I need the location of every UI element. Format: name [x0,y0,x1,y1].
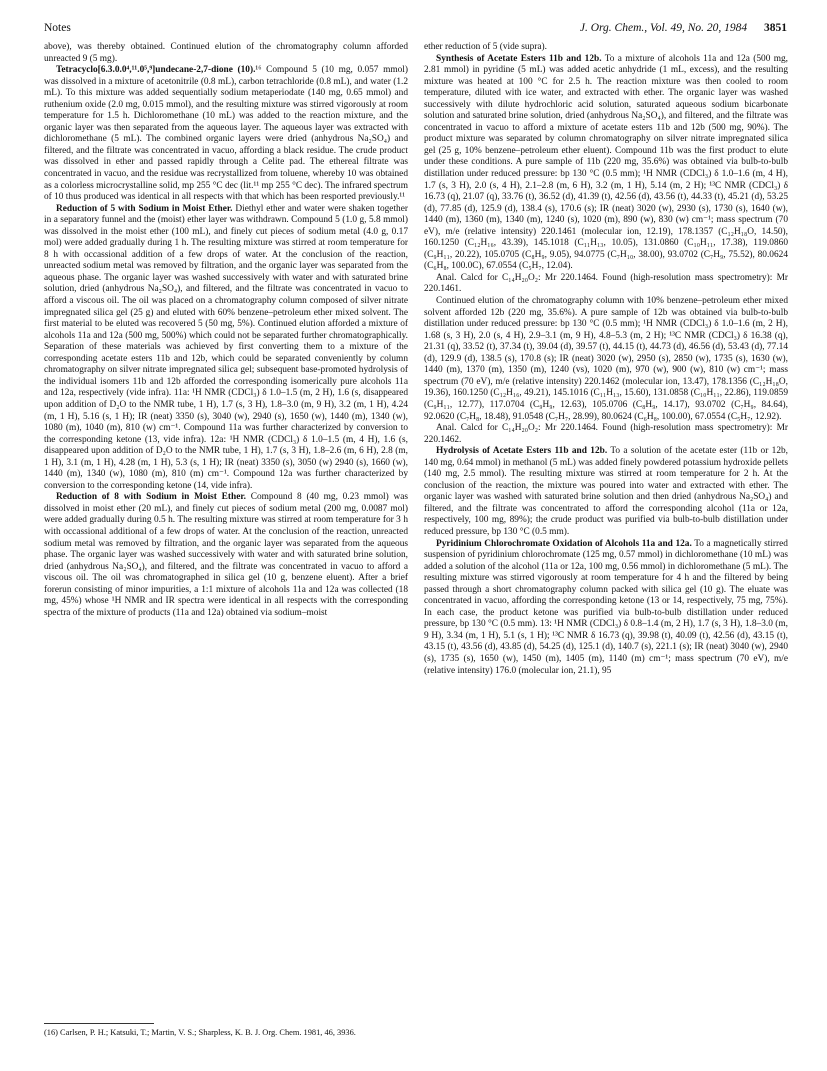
page-number: 3851 [764,22,787,34]
paragraph-text: Continued elution of the chromatography column with 10% benzene–petroleum ether mixed solvent afforded 12b (220 mg, 35.6%). A pure sample of 12b was obtained via bulb-to-bulb distillation under reduced pressure: bp 130 °C (0.5 mm); ¹H NMR (CDCl₃) δ 1.0–1.6 (m, 2 H), 1.68 (s, 3 H), 2.0 (s, 4 H), 2.9–3.1 (m, 9 H), 4.8–5.3 (m, 2 H); ¹³C NMR (CDCl₃) δ 16.38 (q), 21.31 (q), 33.52 (t), 37.34 (t), 39.04 (d), 39.57 (t), 44.15 (t), 44.73 (d), 46.56 (d), 53.43 (d), 77.14 (d), 129.9 (d), 138.5 (s), 170.8 (s); IR (neat) 3020 (w), 2950 (s), 2850 (w), 1735 (s), 1630 (w), 1440 (m), 1370 (m), 1350 (m), 1240 (vs), 1020 (m), 970 (w), 900 (w), 810 (w) cm⁻¹; mass spectrum (70 eV), m/e (relative intensity) 220.1462 (molecular ion, 13.47), 178.1356 (C₁₂H₁₈O, 19.36), 160.1250 (C₁₂H₁₆, 49.21), 145.1016 (C₁₁H₁₃, 15.60), 131.0858 (C₁₀H₁₁, 22.86), 119.0859 (C₉H₁₁, 12.77), 117.0704 (C₉H₉, 12.63), 105.0706 (C₈H₉, 14.17), 93.0702 (C₇H₉, 84.64), 92.0620 (C₇H₈, 18.48), 91.0548 (C₇H₇, 28.99), 80.0624 (C₆H₈, 100.00), 67.0554 (C₅H₇, 12.92). [424,296,788,422]
paragraph [424,54,788,273]
left-column [44,42,408,619]
paragraph-text: ether reduction of 5 (vide supra). [424,42,547,52]
section-label: Notes [44,22,71,34]
paragraph [44,492,408,619]
paragraph-text: Anal. Calcd for C₁₄H₂₀O₂: Mr 220.1464. Found (high-resolution mass spectrometry): Mr 220.1461. [424,272,788,295]
paragraph [424,273,788,296]
paragraph [424,296,788,423]
paragraph [424,446,788,538]
journal-citation [580,22,787,34]
paragraph-text: above), was thereby obtained. Continued elution of the chromatography column afforded unreacted 9 (5 mg). [44,42,408,64]
paragraph-text: To a solution of the acetate ester (11b or 12b, 140 mg, 0.64 mmol) in methanol (5 mL) was added finely powdered potassium hydroxide pellets (140 mg, 2.5 mmol). The resulting mixture was stirred at room temperature for 2 h. At the conclusion of the reaction, the mixture was poured into water and extracted with ether. The organic layer was washed with saturated brine solution and then dried (anhydrous Na₂SO₄) and filtered, and the filtrate was concentrated to afford the corresponding alcohol (11a or 12a, respectively, 100 mg, 89%); the crude product was purified via bulb-to-bulb distillation under reduced pressure, bp 130 °C (0.5 mm). [424,446,788,537]
paragraph-text: Compound 8 (40 mg, 0.23 mmol) was dissolved in moist ether (20 mL), and finely cut pieces of sodium metal (200 mg, 0.0087 mol) were added gradually during 0.5 h. The resulting mixture was stirred at room temperature for 3 h with occassional additional of a few drops of water. At the conclusion of the reaction, unreacted sodium metal was removed by filtration, and the organic layer was separated from the aqueous phase. The organic layer was washed successively with water and with saturated brine solution, dried (anhydrous Na₂SO₄), and filtered, and the filtrate was concentrated in vacuo to afford a viscous oil. The oil was chromatographed in silica gel (10 g, benzene eluent). After a brief forerun consisting of minor impurities, a 1:1 mixture of alcohols 11a and 12a was collected (18 mg, 45%) whose ¹H NMR and IR spectra were identical in all respects with the corresponding spectra of the mixture of products (11a and 12a) obtained via sodium–moist [44,492,408,618]
paragraph-heading: Reduction of 5 with Sodium in Moist Ether. [56,203,233,214]
paragraph [424,423,788,446]
paragraph-heading: Hydrolysis of Acetate Esters 11b and 12b. [436,446,608,457]
paragraph-heading: Reduction of 8 with Sodium in Moist Ether. [56,492,246,503]
paragraph-text: To a magnetically stirred suspension of pyridinium chlorochromate (125 mg, 0.57 mmol) in dichloromethane (10 mL) was added a solution of the alcohol (11a or 12a, 100 mg, 0.56 mmol) in dichloromethane (5 mL). The resulting mixture was stirred vigorously at room temperature for 4 h and the filtered by being passed through a short chromatography column packed with silica gel (10 g). The eluate was concentrated in vacuo, affording the corresponding ketone (13 or 14, respectively, 75 mg, 75%). In each case, the product ketone was purified via bulb-to-bulb distillation under reduced pressure, bp 130 °C (0.5 mm). 13: ¹H NMR (CDCl₃) δ 0.8–1.4 (m, 2 H), 1.7 (s, 3 H), 1.8–3.0 (m, 9 H), 3.34 (m, 1 H), 5.1 (s, 1 H); ¹³C NMR δ 16.73 (q), 39.98 (t), 40.09 (t), 42.56 (d), 43.15 (t), 43.15 (t), 43.56 (d), 43.85 (d), 54.25 (d), 125.1 (d), 140.7 (s), 221.1 (s); IR (neat) 3040 (w), 2940 (s), 1735 (s), 1650 (w), 1450 (m), 1405 (m), 1140 (m) cm⁻¹; mass spectrum (70 eV), m/e (relative intensity) 176.0 (molecular ion, 21.1), 95 [424,538,788,676]
paragraph-heading: Tetracyclo[6.3.0.0⁴,¹¹.0⁵,⁹]undecane-2,7-dione (10). [56,65,256,76]
footnote-divider [44,1023,154,1024]
paragraph-text: To a mixture of alcohols 11a and 12a (500 mg, 2.81 mmol) in pyridine (5 mL) was added acetic anhydride (1 mL, excess), and the resulting mixture was heated at 100 °C for 2.5 h. The reaction mixture was then cooled to room temperature, diluted with ice water, and extracted with ether. The organic layer was washed successively with dilute hydrochloric acid solution, saturated aqueous sodium bicarbonate solution and saturated brine solution, dried (anhydrous Na₂SO₄), and filtered, and the filtrate was concentrated in vacuo to afford a mixture of acetate esters 11b and 12b (500 mg, 90%). The product mixture was separated by column chromatography on silver nitrate impregnated silica gel (25 g, 10% benzene–petroleum ether eluent). Compound 11b was the first product to elute under these conditions. A pure sample of 11b (220 mg, 35.6%) was obtained via bulb-to-bulb distillation under reduced pressure: bp 130 °C (0.5 mm); ¹H NMR (CDCl₃) δ 1.0–1.6 (m, 4 H), 1.7 (s, 3 H), 2.0 (s, 4 H), 2.1–2.8 (m, 6 H), 3.2 (m, 1 H), 5.14 (m, 2 H); ¹³C NMR (CDCl₃) δ 16.73 (q), 21.07 (q), 33.76 (t), 36.52 (d), 41.39 (t), 42.56 (d), 43.56 (t), 44.33 (t), 45.21 (d), 53.25 (d), 77.85 (d), 125.9 (d), 138.4 (s), 170.6 (s); IR (neat) 3020 (w), 2930 (s), 1730 (s), 1640 (w), 1440 (m), 1360 (m), 1340 (m), 1240 (s), 1020 (m), 890 (w), 830 (w) cm⁻¹; mass spectrum (70 eV), m/e (relative intensity) 220.1461 (molecular ion, 12.19), 178.1357 (C₁₂H₁₈O, 14.50), 160.1250 (C₁₂H₁₆, 43.39), 145.1018 (C₁₁H₁₃, 10.05), 131.0860 (C₁₀H₁₁, 17.38), 119.0860 (C₉H₁₁, 20.22), 105.0705 (C₈H₉, 9.05), 94.0775 (C₇H₁₀, 38.00), 93.0702 (C₇H₉, 75.52), 80.0624 (C₆H₈, 100.0C), 67.0554 (C₅H₇, 12.04). [424,53,789,272]
footnote: (16) Carlsen, P. H.; Katsuki, T.; Martin, V. S.; Sharpless, K. B. J. Org. Chem. 1981, 46, 3936. [44,1028,356,1037]
paragraph [424,42,788,54]
page-header [44,22,787,38]
paragraph-heading: Pyridinium Chlorochromate Oxidation of Alcohols 11a and 12a. [436,538,692,549]
paragraph-text: ¹⁶ Compound 5 (10 mg, 0.057 mmol) was dissolved in a mixture of acetonitrile (0.8 mL), carbon tetrachloride (0.8 mL), and water (1.2 mL). To this mixture was added sequentially sodium metaperiodate (140 mg, 0.65 mmol) and ruthenium oxide (2.0 mg, 0.015 mmol), and the resulting mixture was stirred vigorously at room temperature for 1.5 h. Dichloromethane (10 mL) was added to the reaction mixture, and the organic layer was then separated from the aqueous layer. The aqueous layer was extracted with dichloromethane (5 mL). The combined organic layers were dried (anhydrous Na₂SO₄) and filtered, and the filtrate was concentrated in vacuo, affording a black residue. The crude product was dissolved in ether and passed rapidly through a Celite pad. The ethereal filtrate was concentrated in vacuo, and the residue was recrystallized from toluene, whereby 10 was obtained as a colorless microcrystalline solid, mp 255 °C dec (lit.¹¹ mp 255 °C dec). The infrared spectrum of 10 thus produced was identical in all respects with that which has been resported previously.¹¹ [44,65,409,203]
journal-name: J. Org. Chem., Vol. 49, No. 20, 1984 [579,22,748,34]
paragraph-text: Diethyl ether and water were shaken together in a separatory funnel and the (moist) ether layer was withdrawn. Compound 5 (1.0 g, 5.8 mmol) was dissolved in the moist ether (100 mL), and finely cut pieces of sodium metal (4.0 g, 0.17 mol) were added gradually during 1 h. The resulting mixture was stirred at room temperature for 8 h with occassional addition of a few drops of water. At the conclusion of the reaction, unreacted sodium metal was removed by filtration, and the organic layer was separated from the aqueous phase. The organic layer was washed successively with water and with saturated brine solution, dried (anhydrous Na₂SO₄), and filtered, and the filtrate was concentrated in vacuo to afford a viscous oil. The oil was placed on a chromatography column composed of silver nitrate impregnated silica gel (25 g) and eluted with 60% benzene–petroleum ether mixed solvent. The first material to be eluted was recovered 5 (50 mg, 5%). Continued elution afforded a mixture of alcohols 11a and 12a (500 mg, 500%) which could not be separated further chromatographically. Separation of these materials was achieved by first converting them to a mixture of the corresponding acetate esters 11b and 12b, which could be separated conveniently by column chromatography on silver nitrate impregnated silica gel; subsequent base-promoted hydrolysis of the individual isomers 11b and 12b afforded the corresponding isomerically pure alcohols 11a and 12a, respectively (vide infra). 11a: ¹H NMR (CDCl₃) δ 1.0–1.5 (m, 2 H), 1.6 (s, disappeared upon addition of D₂O to the NMR tube, 1 H), 1.7 (s, 3 H), 1.8–3.0 (m, 9 H), 3.2 (m, 1 H), 4.24 (m, 1 H), 5.16 (s, 1 H); IR (neat) 3350 (s), 3040 (w), 2940 (s), 1650 (w), 1440 (m), 1340 (w), 1080 (m), 1040 (m), 810 (w) cm⁻¹. Compound 11a was further characterized by conversion to the corresponding ketone (13, vide infra). 12a: ¹H NMR (CDCl₃) δ 1.0–1.5 (m, 4 H), 1.6 (s, disappeared upon addition of D₂O to the NMR tube, 1 H), 1.7 (s, 3 H), 1.8–2.6 (m, 6 H), 2.8 (m, 1 H), 3.1 (m, 1 H), 4.28 (m, 1 H), 5.3 (s, 1 H); IR (neat) 3350 (s), 3050 (w) 2940 (s), 1660 (w), 1440 (m), 1340 (w), 1080 (m), 810 (m) cm⁻¹. Compound 12a was further characterized by conversion to the corresponding ketone (14, vide infra). [44,203,408,491]
paragraph-heading: Synthesis of Acetate Esters 11b and 12b. [436,53,602,64]
right-column [424,42,788,677]
paragraph [424,539,788,678]
paragraph [44,65,408,204]
paragraph [44,42,408,65]
paragraph-text: Anal. Calcd for C₁₄H₂₀O₂: Mr 220.1464. Found (high-resolution mass spectrometry): Mr 220.1462. [424,423,788,445]
paragraph [44,204,408,493]
